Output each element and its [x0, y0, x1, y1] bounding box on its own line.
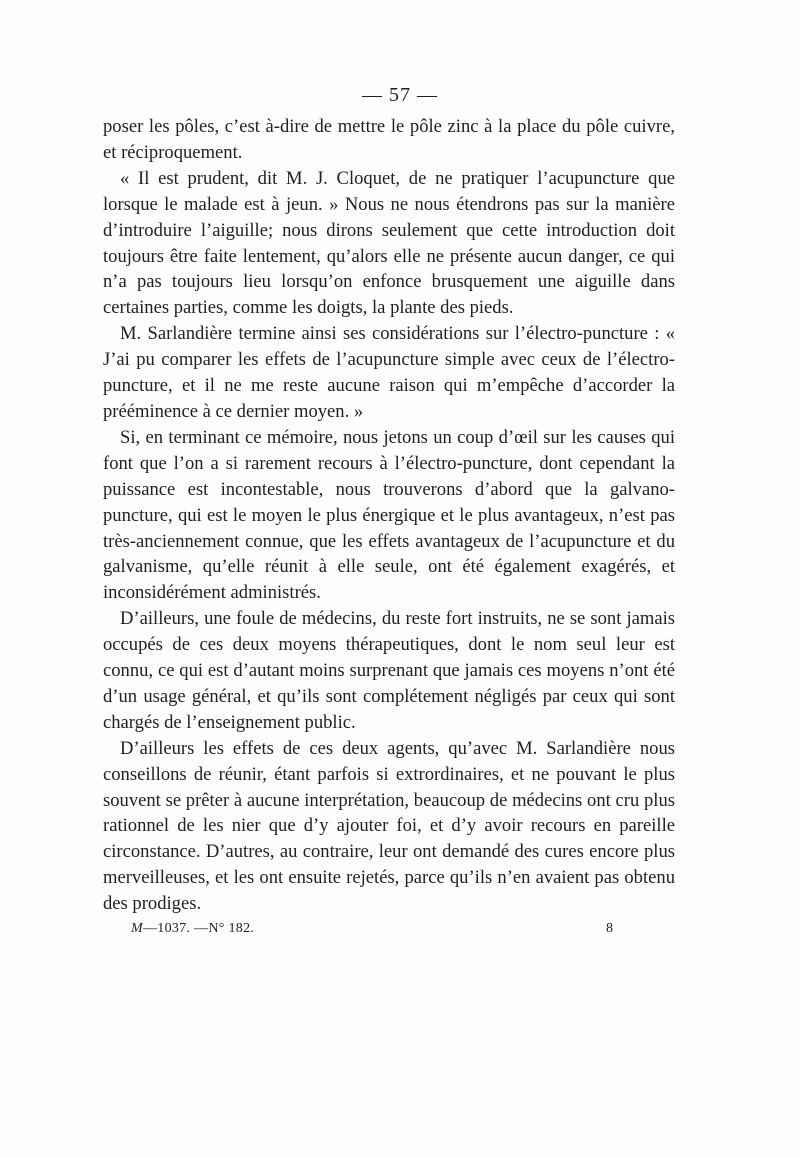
- signature-number: —1037. —N° 182.: [142, 921, 255, 936]
- paragraph-6: D’ailleurs les effets de ces deux agents, qu’avec M. Sarlandière nous conseillons de réunir, étant parfois si extrordinaires, et ne pouvant le plus souvent se prêter à aucune interprétation, beaucoup de médecins ont cru plus rationnel de les nier que d’y ajouter foi, et d’y avoir recours en pareille circonstance. D’autres, au contraire, leur ont demandé des cures encore plus merveilleuses, et les ont ensuite rejetés, parce qu’ils n’en avaient pas obtenu des prodiges.: [103, 737, 675, 915]
- paragraph-1: poser les pôles, c’est à-dire de mettre le pôle zinc à la place du pôle cuivre, et réciproquement.: [103, 116, 675, 163]
- printer-signature: [131, 921, 254, 937]
- page-number: — 57 —: [362, 84, 438, 106]
- paragraph-3: M. Sarlandière termine ainsi ses considérations sur l’électro-puncture : « J’ai pu comparer les effets de l’acupuncture simple avec ceux de l’électro-puncture, et il ne me reste aucune raison qui m’empêche d’accorder la prééminence à ce dernier moyen. »: [103, 323, 675, 422]
- body-text: [103, 114, 675, 917]
- signature-letter: M: [131, 921, 143, 936]
- sheet-number: 8: [606, 921, 613, 936]
- paragraph-5: D’ailleurs, une foule de médecins, du reste fort instruits, ne se sont jamais occupés de ces deux moyens thérapeutiques, dont le nom seul leur est connu, ce qui est d’autant moins surprenant que jamais ces moyens n’ont été d’un usage général, et qu’ils sont complétement négligés par ceux qui sont chargés de l’enseignement public.: [103, 608, 675, 733]
- paragraph-4: Si, en terminant ce mémoire, nous jetons un coup d’œil sur les causes qui font que l’on a si rarement recours à l’électro-puncture, dont cependant la puissance est incontestable, nous trouverons d’abord que la galvano-puncture, qui est le moyen le plus énergique et le plus avantageux, n’est pas très-anciennement connue, que les effets avantageux de l’acupuncture et du galvanisme, qu’elle réunit à elle seule, ont été également exagérés, et inconsidérément administrés.: [103, 426, 675, 604]
- paragraph-2: « Il est prudent, dit M. J. Cloquet, de ne pratiquer l’acupuncture que lorsque le malade est à jeun. » Nous ne nous étendrons pas sur la manière d’introduire l’aiguille; nous dirons seulement que cette introduction doit toujours être faite lentement, qu’alors elle ne présente aucun danger, ce qui n’a pas toujours lieu lorsqu’on enfonce brusquement une aiguille dans certaines parties, comme les doigts, la plante des pieds.: [103, 167, 675, 319]
